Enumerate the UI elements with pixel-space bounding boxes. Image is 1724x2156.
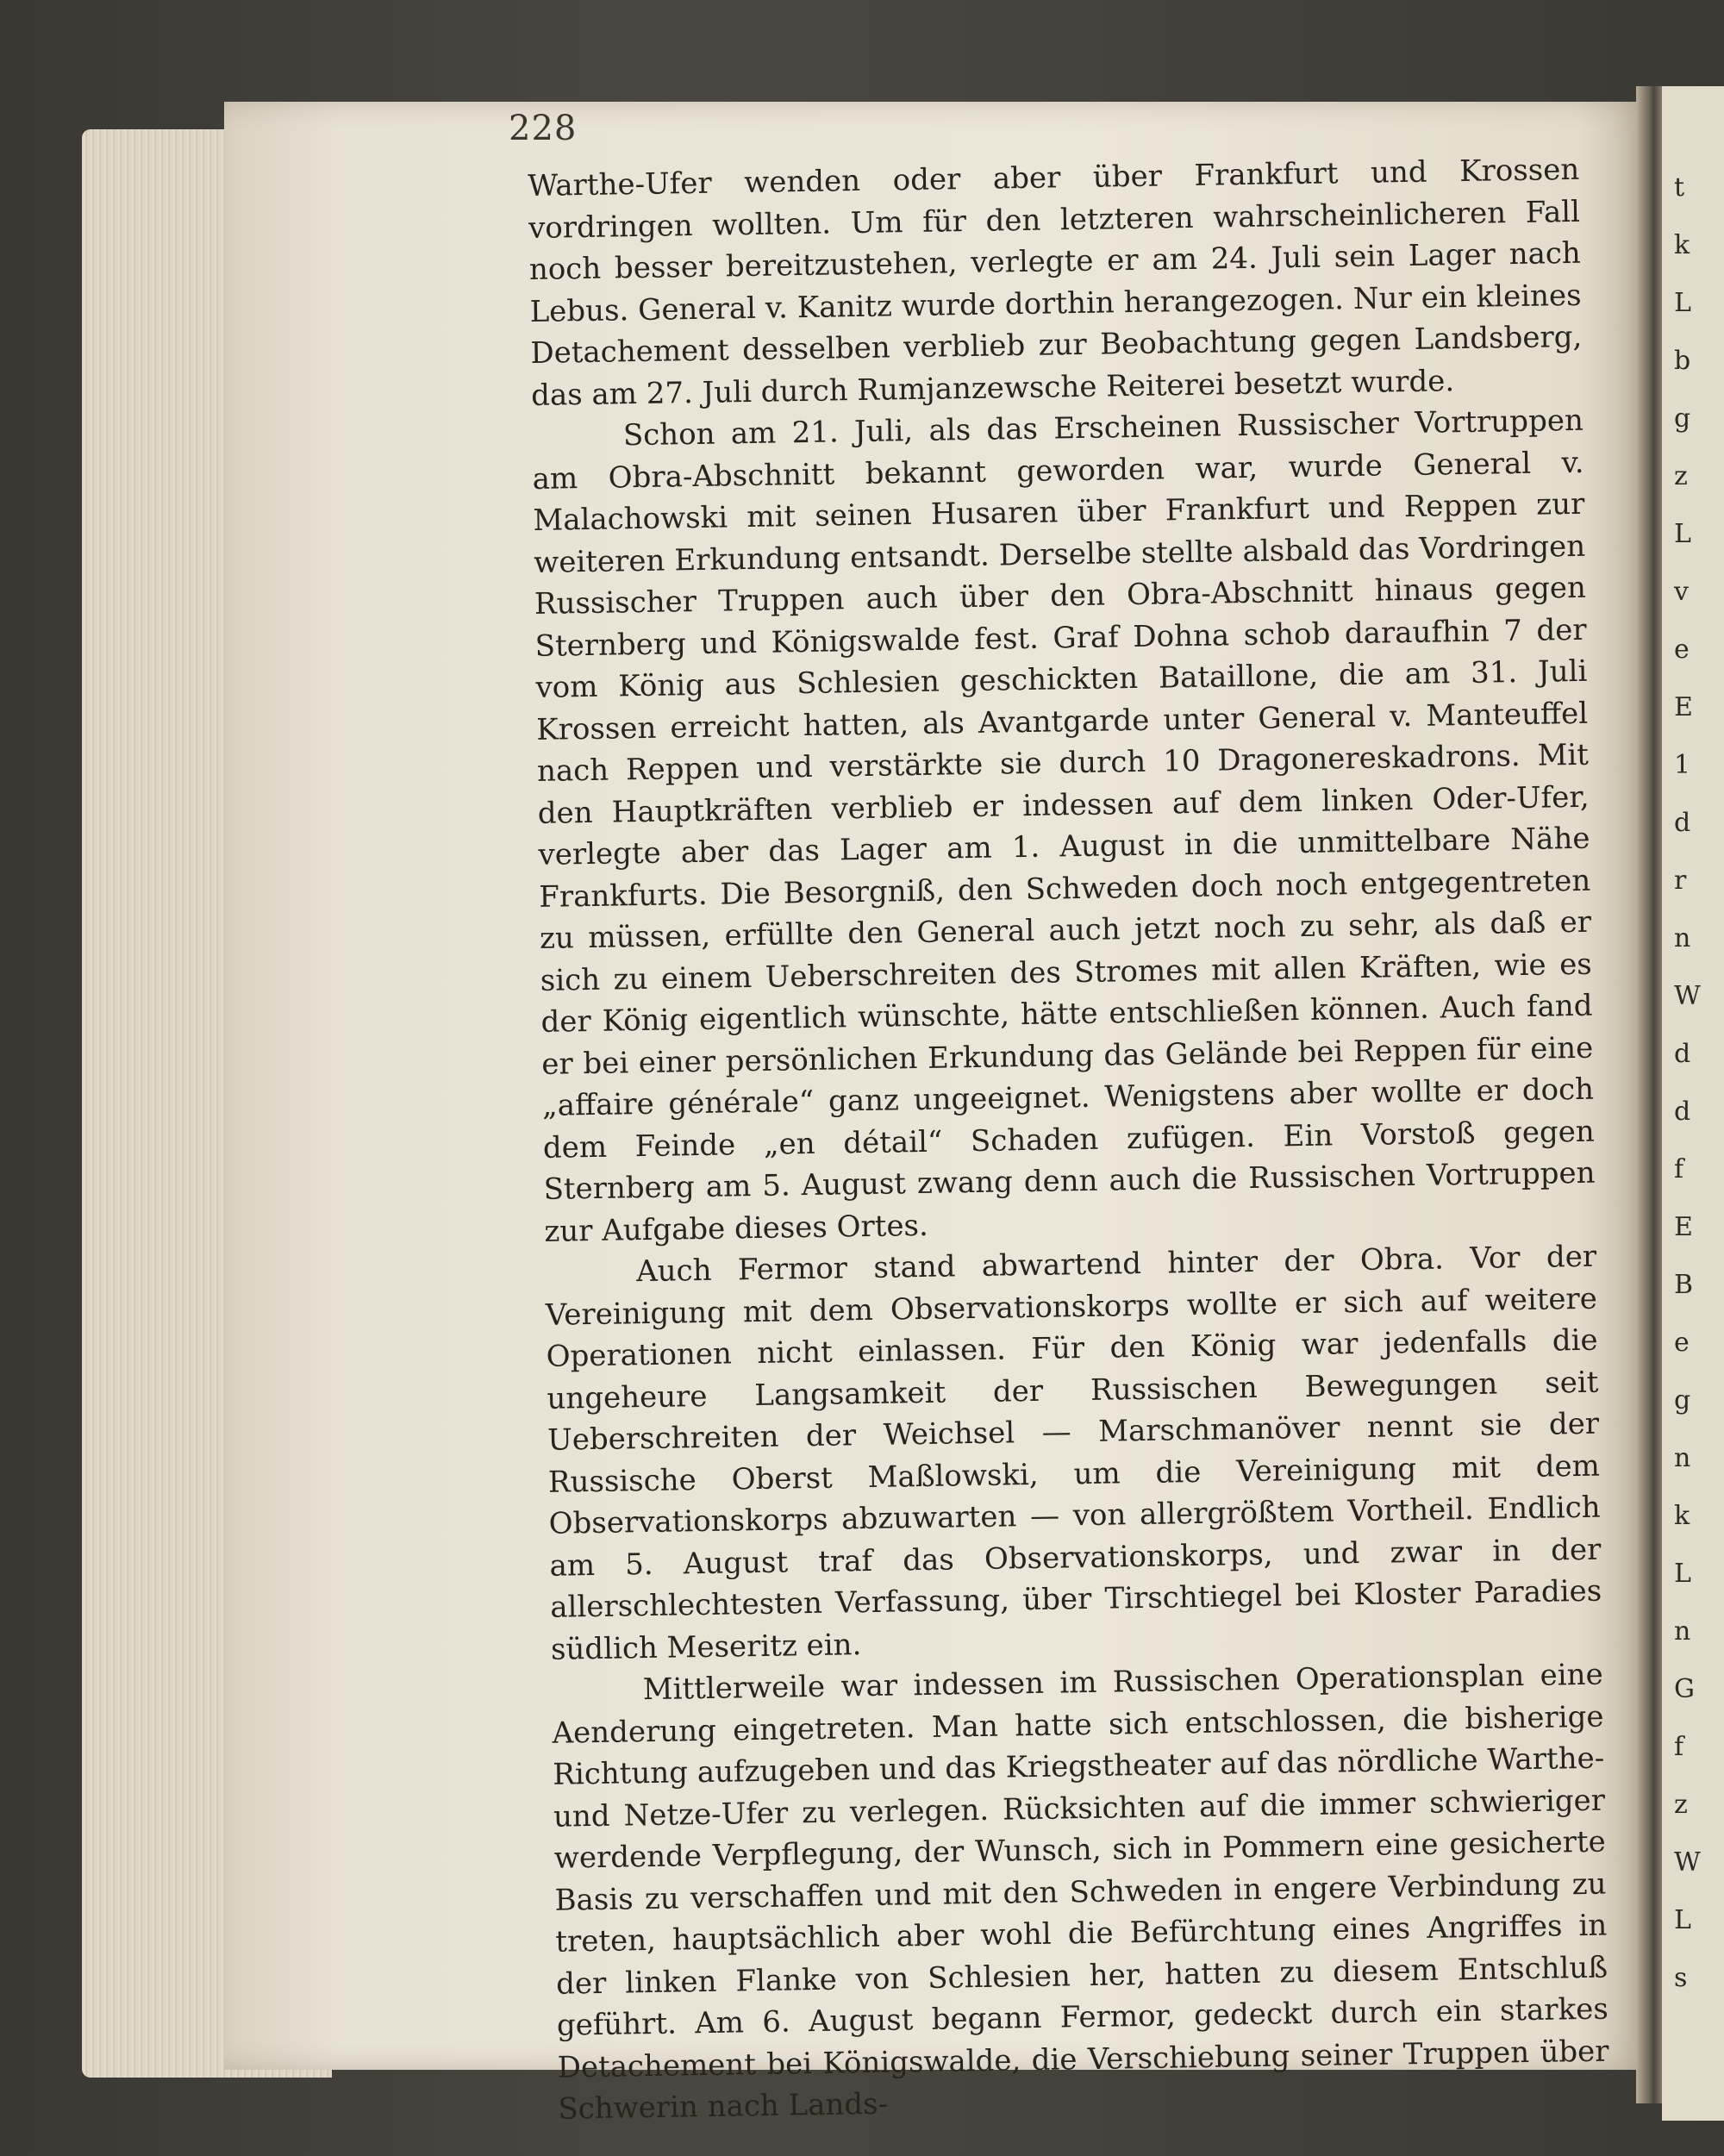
facing-page-letter: d: [1674, 1097, 1691, 1127]
facing-page-letter: E: [1674, 692, 1693, 722]
book-gutter: [1636, 86, 1665, 2103]
facing-page-letter: e: [1674, 634, 1690, 665]
facing-page-letter: v: [1674, 577, 1689, 607]
facing-page-letter: B: [1674, 1270, 1694, 1300]
facing-page-letter: f: [1674, 1154, 1684, 1184]
facing-page-letter: L: [1674, 288, 1691, 318]
body-text: [528, 149, 1610, 2130]
facing-page-letter: k: [1674, 1501, 1690, 1531]
facing-page-letter: E: [1674, 1212, 1693, 1242]
facing-page-letter: G: [1674, 1674, 1695, 1704]
paragraph: Auch Fermor stand abwartend hinter der Obra. Vor der Vereinigung mit dem Observationskorps wollte er sich auf weitere Operationen nicht einlassen. Für den König war jedenfalls die ungeheure Langsamkeit der Russischen Bewegungen seit Ueberschreiten der Weichsel — Marschmanöver nennt sie der Russische Oberst Maßlowski, um die Vereinigung mit dem Observationskorps abzuwarten — von allergrößtem Vortheil. Endlich am 5. August traf das Observationskorps, und zwar in der allerschlechtesten Verfassung, über Tirschtiegel bei Kloster Paradies südlich Meseritz ein.: [545, 1239, 1602, 1667]
facing-page-letter: n: [1674, 923, 1691, 953]
page-number: 228: [509, 109, 578, 148]
facing-page-letter: L: [1674, 519, 1691, 549]
facing-page-letter: 1: [1674, 750, 1691, 780]
paragraph: Warthe-Ufer wenden oder aber über Frankfurt und Krossen vordringen wollten. Um für den letzteren wahrscheinlicheren Fall noch besser bereitzustehen, verlegte er am 24. Juli sein Lager nach Lebus. General v. Kanitz wurde dorthin herangezogen. Nur ein kleines Detachement desselben verblieb zur Beobachtung gegen Landsberg, das am 27. Juli durch Rumjanzewsche Reiterei besetzt wurde.: [528, 152, 1583, 413]
facing-page-letter: e: [1674, 1328, 1690, 1358]
facing-page-letter: b: [1674, 346, 1691, 376]
facing-page-letter: W: [1674, 981, 1701, 1011]
paragraph: Mittlerweile war indessen im Russischen Operationsplan eine Aenderung eingetreten. Man hatte sich entschlossen, die bisherige Richtung aufzugeben und das Kriegstheater auf das nördliche Warthe- und Netze-Ufer zu verlegen. Rücksichten auf die immer schwieriger werdende Verpflegung, der Wunsch, sich in Pommern eine gesicherte Basis zu verschaffen und mit den Schweden in engere Verbindung zu treten, hauptsächlich aber wohl die Befürchtung eines Angriffes in der linken Flanke von Schlesien her, hatten zu diesem Entschluß geführt. Am 6. August begann Fermor, gedeckt durch ein starkes Detachement bei Königswalde, die Verschiebung seiner Truppen über Schwerin nach Lands-: [552, 1657, 1609, 2127]
facing-page-letter: z: [1674, 461, 1688, 491]
facing-page-letter: s: [1674, 1963, 1688, 1993]
facing-page-letter: d: [1674, 1039, 1691, 1069]
facing-page-letter: k: [1674, 230, 1690, 260]
facing-page-letter: g: [1674, 403, 1691, 434]
facing-page-letter: f: [1674, 1732, 1684, 1762]
facing-page-letter: W: [1674, 1847, 1701, 1878]
facing-page-letter: L: [1674, 1559, 1691, 1589]
facing-page-letter: L: [1674, 1905, 1691, 1935]
facing-page-letter: n: [1674, 1443, 1691, 1473]
facing-page-letter: t: [1674, 172, 1685, 203]
facing-page-letter: d: [1674, 808, 1691, 838]
facing-page-letter: r: [1674, 866, 1687, 896]
facing-page-letter: g: [1674, 1385, 1691, 1415]
facing-page-edge: [1662, 86, 1724, 2121]
paragraph: Schon am 21. Juli, als das Erscheinen Russischer Vortruppen am Obra-Abschnitt bekannt geworden war, wurde General v. Malachowski mit seinen Husaren über Frankfurt und Reppen zur weiteren Erkundung entsandt. Derselbe stellte alsbald das Vordringen Russischer Truppen auch über den Obra-Abschnitt hinaus gegen Sternberg und Königswalde fest. Graf Dohna schob daraufhin 7 der vom König aus Schlesien geschickten Bataillone, die am 31. Juli Krossen erreicht hatten, als Avantgarde unter General v. Manteuffel nach Reppen und verstärkte sie durch 10 Dragonereskadrons. Mit den Hauptkräften verblieb er indessen auf dem linken Oder-Ufer, verlegte aber das Lager am 1. August in die unmittelbare Nähe Frankfurts. Die Besorgniß, den Schweden doch noch entgegentreten zu müssen, erfüllte den General auch jetzt noch zu sehr, als daß er sich zu einem Ueberschreiten des Stromes mit allen Kräften, wie es der König eigentlich wünschte, hätte entschließen können. Auch fand er bei einer persönlichen Erkundung das Gelände bei Reppen für eine „affaire générale“ ganz ungeeignet. Wenigstens aber wollte er doch dem Feinde „en détail“ Schaden zufügen. Ein Vorstoß gegen Sternberg am 5. August zwang denn auch die Russischen Vortruppen zur Aufgabe dieses Ortes.: [532, 403, 1596, 1249]
facing-page-letter: z: [1674, 1790, 1688, 1820]
facing-page-letter: n: [1674, 1616, 1691, 1647]
